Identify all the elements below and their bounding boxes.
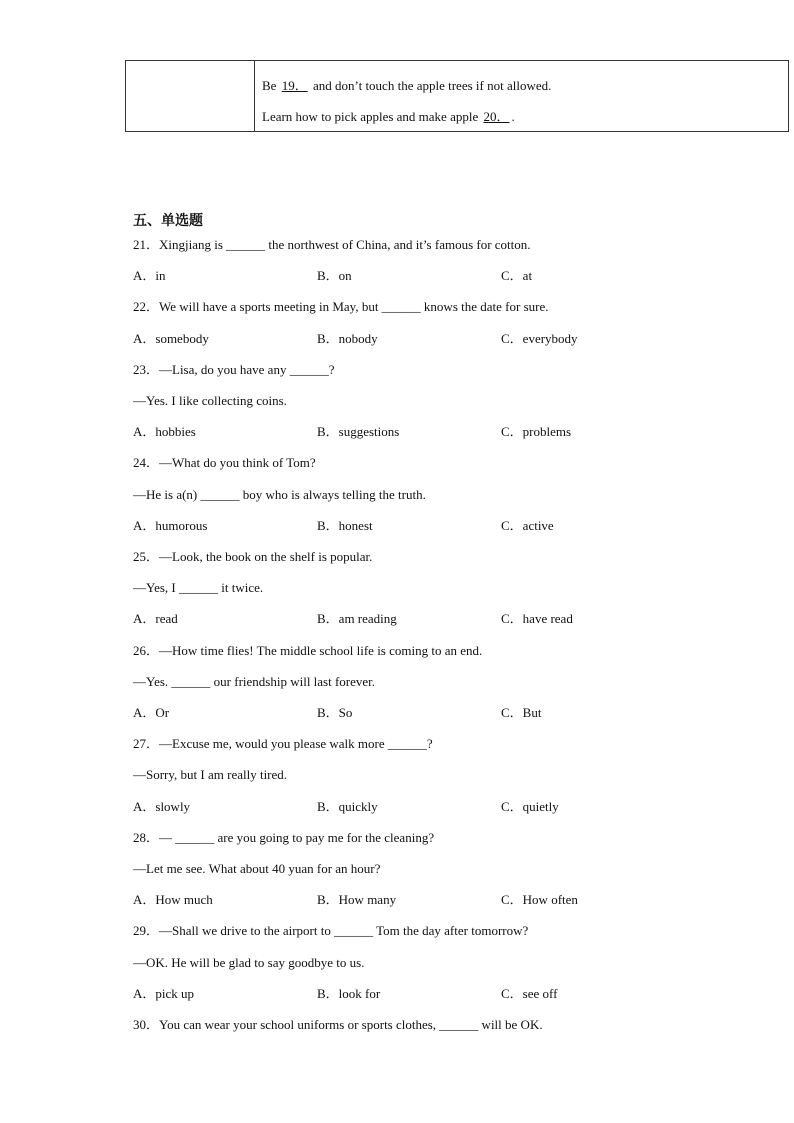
- option-b[interactable]: B．nobody: [317, 330, 378, 346]
- option-c[interactable]: C．quietly: [501, 798, 559, 814]
- blank-20: 20．: [483, 109, 510, 124]
- question-reply: —Sorry, but I am really tired.: [133, 767, 288, 783]
- question-stem: 25．—Look, the book on the shelf is popular.: [133, 549, 373, 564]
- answer-table: [125, 60, 789, 132]
- option-b[interactable]: B．So: [317, 705, 353, 720]
- option-c[interactable]: C．How often: [501, 892, 578, 908]
- option-c[interactable]: C．But: [501, 705, 542, 720]
- option-a[interactable]: A．in: [133, 268, 166, 284]
- option-a[interactable]: A．Or: [133, 705, 170, 720]
- option-b[interactable]: B．suggestions: [317, 424, 400, 440]
- option-a[interactable]: A．humorous: [133, 517, 208, 533]
- question-reply: —Let me see. What about 40 yuan for an hour?: [133, 861, 381, 876]
- option-c[interactable]: C．have read: [501, 611, 573, 627]
- question-reply: —OK. He will be glad to say goodbye to us.: [133, 954, 365, 970]
- option-c[interactable]: C．everybody: [501, 330, 578, 346]
- option-c[interactable]: C．problems: [501, 424, 572, 440]
- question-reply: —He is a(n) ______ boy who is always telling the truth.: [133, 486, 426, 502]
- question-stem: 21．Xingjiang is ______ the northwest of China, and it’s famous for cotton.: [133, 237, 531, 252]
- table-line-text: .: [511, 109, 515, 124]
- question-stem: 23．—Lisa, do you have any ______?: [133, 361, 335, 377]
- option-b[interactable]: B．look for: [317, 985, 381, 1001]
- option-a[interactable]: A．pick up: [133, 985, 195, 1001]
- section-title: 五、单选题: [133, 213, 203, 229]
- option-b[interactable]: B．am reading: [317, 611, 397, 627]
- option-c[interactable]: C．see off: [501, 985, 558, 1001]
- question-stem: 28．— ______ are you going to pay me for the cleaning?: [133, 829, 435, 845]
- question-reply: —Yes. I like collecting coins.: [133, 393, 287, 408]
- option-c[interactable]: C．at: [501, 268, 533, 284]
- option-b[interactable]: B．honest: [317, 517, 373, 533]
- table-line-20: [262, 106, 515, 125]
- table-line-19: [262, 75, 551, 94]
- table-line-text: and don’t touch the apple trees if not allowed.: [309, 78, 552, 93]
- blank-19: 19．: [281, 78, 308, 93]
- question-stem: 29．—Shall we drive to the airport to ______ Tom the day after tomorrow?: [133, 923, 529, 939]
- option-a[interactable]: A．How much: [133, 892, 213, 908]
- option-b[interactable]: B．quickly: [317, 798, 378, 814]
- question-stem: 22．We will have a sports meeting in May, but ______ knows the date for sure.: [133, 299, 549, 315]
- question-reply: —Yes. ______ our friendship will last forever.: [133, 673, 376, 689]
- table-line-text: Learn how to pick apples and make apple: [262, 109, 482, 124]
- option-b[interactable]: B．How many: [317, 892, 397, 908]
- table-line-text: Be: [262, 78, 280, 93]
- question-reply: —Yes, I ______ it twice.: [133, 580, 264, 596]
- option-a[interactable]: A．hobbies: [133, 424, 196, 440]
- question-stem: 24．—What do you think of Tom?: [133, 455, 316, 471]
- question-stem: 30．You can wear your school uniforms or sports clothes, ______ will be OK.: [133, 1017, 543, 1032]
- question-stem: 26．—How time flies! The middle school life is coming to an end.: [133, 642, 483, 658]
- table-divider: [254, 61, 255, 131]
- option-a[interactable]: A．slowly: [133, 798, 191, 814]
- question-stem: 27．—Excuse me, would you please walk more ______?: [133, 736, 433, 752]
- option-c[interactable]: C．active: [501, 517, 554, 533]
- option-b[interactable]: B．on: [317, 268, 352, 284]
- option-a[interactable]: A．somebody: [133, 330, 209, 346]
- option-a[interactable]: A．read: [133, 611, 178, 627]
